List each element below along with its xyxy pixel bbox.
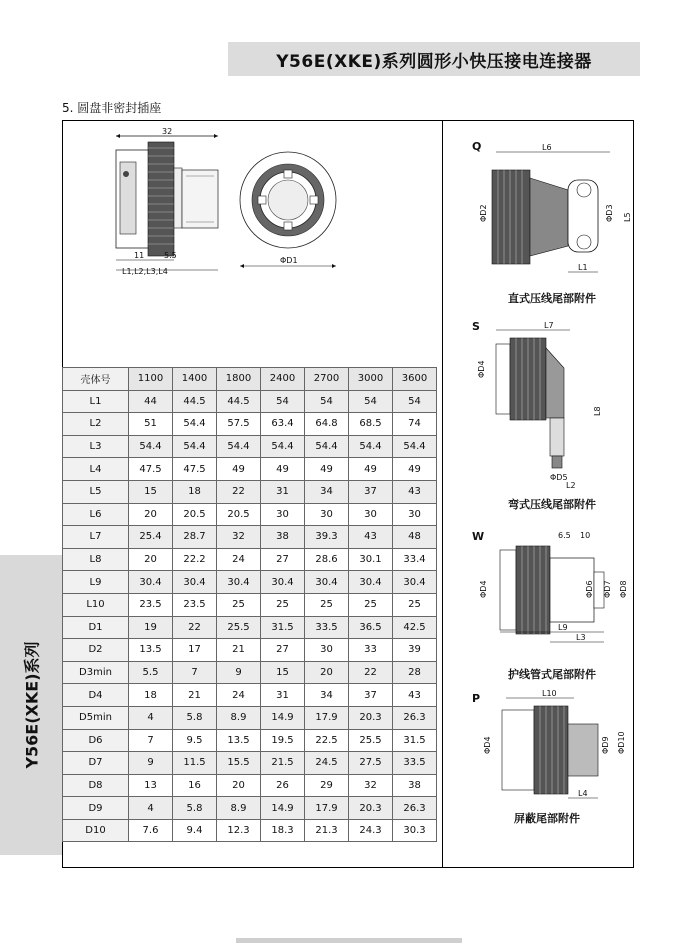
q-l1-label: L1 (578, 263, 588, 272)
table-cell: 22.5 (305, 729, 349, 752)
table-cell: 30 (349, 503, 393, 526)
socket-front-view-drawing (238, 148, 338, 272)
table-row-label: L3 (63, 435, 129, 458)
table-row (63, 706, 437, 729)
table-cell: 54.4 (261, 435, 305, 458)
table-cell: 44 (129, 390, 173, 413)
table-cell: 8.9 (217, 797, 261, 820)
table-header-cell: 2400 (261, 368, 305, 391)
table-cell: 18.3 (261, 819, 305, 842)
table-cell: 21 (173, 684, 217, 707)
accessory-p-key: P (472, 692, 481, 705)
table-cell: 37 (349, 480, 393, 503)
table-cell: 19.5 (261, 729, 305, 752)
table-cell: 15 (261, 661, 305, 684)
table-cell: 20.3 (349, 797, 393, 820)
table-cell: 20.5 (217, 503, 261, 526)
table-header-cell: 2700 (305, 368, 349, 391)
table-cell: 26.3 (393, 706, 437, 729)
table-cell: 31 (261, 480, 305, 503)
accessory-w-caption: 护线管式尾部附件 (508, 668, 596, 681)
s-l7-label: L7 (544, 321, 554, 330)
p-d10-label: ΦD10 (617, 731, 626, 754)
q-l5-label: L5 (623, 212, 632, 222)
table-cell: 14.9 (261, 797, 305, 820)
table-header-cell: 壳体号 (63, 368, 129, 391)
table-cell: 31 (261, 684, 305, 707)
table-cell: 20 (217, 774, 261, 797)
series-side-tab (0, 555, 62, 855)
table-cell: 15.5 (217, 752, 261, 775)
table-cell: 30 (305, 639, 349, 662)
table-cell: 44.5 (173, 390, 217, 413)
table-cell: 54 (349, 390, 393, 413)
table-cell: 25 (261, 593, 305, 616)
table-cell: 54.4 (173, 435, 217, 458)
table-cell: 18 (129, 684, 173, 707)
table-row-label: D8 (63, 774, 129, 797)
series-side-label: Y56E(XKE)系列 (22, 641, 42, 769)
table-cell: 23.5 (129, 593, 173, 616)
w-dim-6-5-label: 6.5 (558, 531, 571, 540)
table-row (63, 503, 437, 526)
table-cell: 23.5 (173, 593, 217, 616)
accessory-s-key: S (472, 320, 480, 333)
table-cell: 20 (129, 503, 173, 526)
table-header-cell: 1800 (217, 368, 261, 391)
table-cell: 28 (393, 661, 437, 684)
table-header-cell: 1100 (129, 368, 173, 391)
table-cell: 63.4 (261, 413, 305, 436)
table-row-label: D5min (63, 706, 129, 729)
table-cell: 49 (349, 458, 393, 481)
table-cell: 49 (261, 458, 305, 481)
table-cell: 7 (173, 661, 217, 684)
table-cell: 30 (393, 503, 437, 526)
table-cell: 14.9 (261, 706, 305, 729)
table-cell: 54 (393, 390, 437, 413)
footer-bar (236, 938, 462, 943)
table-cell: 5.8 (173, 797, 217, 820)
table-row-label: D9 (63, 797, 129, 820)
table-cell: 33.4 (393, 548, 437, 571)
table-cell: 13.5 (129, 639, 173, 662)
table-cell: 25 (305, 593, 349, 616)
table-cell: 74 (393, 413, 437, 436)
table-cell: 49 (393, 458, 437, 481)
table-row-label: L4 (63, 458, 129, 481)
table-cell: 25 (217, 593, 261, 616)
table-row-label: D4 (63, 684, 129, 707)
table-cell: 31.5 (393, 729, 437, 752)
table-cell: 30.1 (349, 548, 393, 571)
table-cell: 42.5 (393, 616, 437, 639)
w-d4-label: ΦD4 (479, 580, 488, 598)
table-cell: 17 (173, 639, 217, 662)
p-d4-label: ΦD4 (483, 736, 492, 754)
table-cell: 9.4 (173, 819, 217, 842)
table-cell: 17.9 (305, 706, 349, 729)
table-cell: 49 (217, 458, 261, 481)
s-l8-label: L8 (593, 406, 602, 416)
q-d2-label: ΦD2 (479, 204, 488, 222)
table-row-label: L5 (63, 480, 129, 503)
table-cell: 30.4 (129, 571, 173, 594)
table-cell: 54.4 (393, 435, 437, 458)
socket-side-view-drawing (100, 128, 240, 278)
table-cell: 30.4 (173, 571, 217, 594)
table-cell: 54.4 (349, 435, 393, 458)
table-cell: 17.9 (305, 797, 349, 820)
table-cell: 54 (261, 390, 305, 413)
table-cell: 5.8 (173, 706, 217, 729)
table-row-label: L9 (63, 571, 129, 594)
s-d4-label: ΦD4 (477, 360, 486, 378)
table-cell: 47.5 (129, 458, 173, 481)
table-row-label: D6 (63, 729, 129, 752)
table-row (63, 548, 437, 571)
table-row (63, 593, 437, 616)
table-row-label: L1 (63, 390, 129, 413)
table-cell: 39.3 (305, 526, 349, 549)
table-row-label: D2 (63, 639, 129, 662)
table-row-label: L10 (63, 593, 129, 616)
table-cell: 15 (129, 480, 173, 503)
w-d6-label: ΦD6 (585, 580, 594, 598)
table-row (63, 390, 437, 413)
page-title: Y56E(XKE)系列圆形小快压接电连接器 (228, 42, 640, 76)
w-d7-label: ΦD7 (603, 580, 612, 598)
table-cell: 26 (261, 774, 305, 797)
table-cell: 25 (393, 593, 437, 616)
table-cell: 16 (173, 774, 217, 797)
table-cell: 44.5 (217, 390, 261, 413)
table-cell: 8.9 (217, 706, 261, 729)
table-row (63, 571, 437, 594)
table-row (63, 526, 437, 549)
table-cell: 22 (349, 661, 393, 684)
table-cell: 12.3 (217, 819, 261, 842)
table-cell: 21.5 (261, 752, 305, 775)
frame-divider (442, 120, 443, 868)
table-cell: 54.4 (129, 435, 173, 458)
table-cell: 9 (129, 752, 173, 775)
dim-32-label: 32 (162, 127, 173, 136)
table-cell: 64.8 (305, 413, 349, 436)
table-cell: 30 (261, 503, 305, 526)
table-cell: 25.5 (349, 729, 393, 752)
table-cell: 49 (305, 458, 349, 481)
table-cell: 30.3 (393, 819, 437, 842)
table-cell: 57.5 (217, 413, 261, 436)
p-l4-label: L4 (578, 789, 588, 798)
q-l6-label: L6 (542, 143, 552, 152)
table-cell: 39 (393, 639, 437, 662)
table-cell: 30.4 (217, 571, 261, 594)
table-cell: 36.5 (349, 616, 393, 639)
table-header-cell: 1400 (173, 368, 217, 391)
table-row (63, 684, 437, 707)
table-cell: 38 (261, 526, 305, 549)
table-cell: 33 (349, 639, 393, 662)
table-cell: 9.5 (173, 729, 217, 752)
table-cell: 43 (393, 480, 437, 503)
table-cell: 68.5 (349, 413, 393, 436)
table-cell: 28.7 (173, 526, 217, 549)
dim-l1-l4-label: L1,L2,L3,L4 (122, 267, 168, 276)
table-header-cell: 3000 (349, 368, 393, 391)
table-row (63, 774, 437, 797)
table-cell: 22 (217, 480, 261, 503)
table-cell: 25 (349, 593, 393, 616)
accessory-w-key: W (472, 530, 485, 543)
table-cell: 30.4 (305, 571, 349, 594)
s-l2-label: L2 (566, 481, 576, 490)
table-row (63, 819, 437, 842)
table-row (63, 413, 437, 436)
table-row-label: D1 (63, 616, 129, 639)
table-cell: 13.5 (217, 729, 261, 752)
table-cell: 28.6 (305, 548, 349, 571)
table-row (63, 639, 437, 662)
table-cell: 21 (217, 639, 261, 662)
accessory-q-key: Q (472, 140, 482, 153)
table-cell: 21.3 (305, 819, 349, 842)
accessory-q-drawing (470, 138, 630, 280)
table-cell: 47.5 (173, 458, 217, 481)
table-cell: 26.3 (393, 797, 437, 820)
table-cell: 51 (129, 413, 173, 436)
table-cell: 33.5 (305, 616, 349, 639)
table-cell: 30.4 (349, 571, 393, 594)
dim-11-label: 11 (134, 251, 145, 260)
table-cell: 34 (305, 684, 349, 707)
table-row-label: D10 (63, 819, 129, 842)
section-heading: 5. 圆盘非密封插座 (62, 101, 162, 115)
table-cell: 20.3 (349, 706, 393, 729)
table-cell: 31.5 (261, 616, 305, 639)
table-cell: 38 (393, 774, 437, 797)
table-row-label: L6 (63, 503, 129, 526)
table-row-label: L8 (63, 548, 129, 571)
table-cell: 54.4 (173, 413, 217, 436)
table-cell: 30.4 (393, 571, 437, 594)
table-cell: 43 (393, 684, 437, 707)
table-cell: 18 (173, 480, 217, 503)
dim-5-5-label: 5.5 (164, 251, 177, 260)
table-cell: 5.5 (129, 661, 173, 684)
table-cell: 20.5 (173, 503, 217, 526)
table-cell: 20 (305, 661, 349, 684)
accessory-p-caption: 屏蔽尾部附件 (514, 812, 580, 825)
table-row (63, 435, 437, 458)
table-cell: 24 (217, 684, 261, 707)
table-cell: 30 (305, 503, 349, 526)
w-dim-10-label: 10 (580, 531, 591, 540)
table-cell: 7.6 (129, 819, 173, 842)
w-d8-label: ΦD8 (619, 580, 628, 598)
table-cell: 27.5 (349, 752, 393, 775)
table-cell: 19 (129, 616, 173, 639)
table-cell: 43 (349, 526, 393, 549)
table-cell: 33.5 (393, 752, 437, 775)
accessory-q-caption: 直式压线尾部附件 (508, 292, 596, 305)
table-row (63, 616, 437, 639)
table-row (63, 752, 437, 775)
table-row-label: L7 (63, 526, 129, 549)
table-cell: 37 (349, 684, 393, 707)
table-row (63, 480, 437, 503)
table-cell: 32 (349, 774, 393, 797)
table-cell: 24.3 (349, 819, 393, 842)
table-cell: 4 (129, 706, 173, 729)
table-row (63, 458, 437, 481)
dim-d1-label: ΦD1 (280, 256, 298, 265)
table-header-row (63, 368, 437, 391)
table-cell: 11.5 (173, 752, 217, 775)
table-row (63, 729, 437, 752)
table-cell: 22.2 (173, 548, 217, 571)
table-cell: 24 (217, 548, 261, 571)
table-cell: 9 (217, 661, 261, 684)
table-row (63, 797, 437, 820)
table-cell: 32 (217, 526, 261, 549)
table-cell: 22 (173, 616, 217, 639)
table-row-label: L2 (63, 413, 129, 436)
table-cell: 4 (129, 797, 173, 820)
p-l10-label: L10 (542, 689, 557, 698)
table-cell: 30.4 (261, 571, 305, 594)
dimension-table (62, 367, 437, 842)
table-row-label: D7 (63, 752, 129, 775)
table-cell: 29 (305, 774, 349, 797)
table-cell: 54.4 (305, 435, 349, 458)
accessory-s-caption: 弯式压线尾部附件 (508, 498, 596, 511)
table-cell: 54 (305, 390, 349, 413)
p-d9-label: ΦD9 (601, 736, 610, 754)
table-cell: 27 (261, 639, 305, 662)
table-cell: 54.4 (217, 435, 261, 458)
w-l9-label: L9 (558, 623, 568, 632)
table-cell: 7 (129, 729, 173, 752)
table-cell: 48 (393, 526, 437, 549)
table-cell: 24.5 (305, 752, 349, 775)
accessory-s-drawing (470, 318, 630, 488)
table-cell: 27 (261, 548, 305, 571)
table-cell: 25.4 (129, 526, 173, 549)
table-row (63, 661, 437, 684)
table-row-label: D3min (63, 661, 129, 684)
accessory-p-drawing (470, 690, 630, 802)
w-l3-label: L3 (576, 633, 586, 642)
s-d5-label: ΦD5 (550, 473, 568, 482)
table-header-cell: 3600 (393, 368, 437, 391)
q-d3-label: ΦD3 (605, 204, 614, 222)
accessory-w-drawing (470, 528, 630, 656)
table-cell: 34 (305, 480, 349, 503)
table-cell: 13 (129, 774, 173, 797)
table-cell: 20 (129, 548, 173, 571)
table-cell: 25.5 (217, 616, 261, 639)
